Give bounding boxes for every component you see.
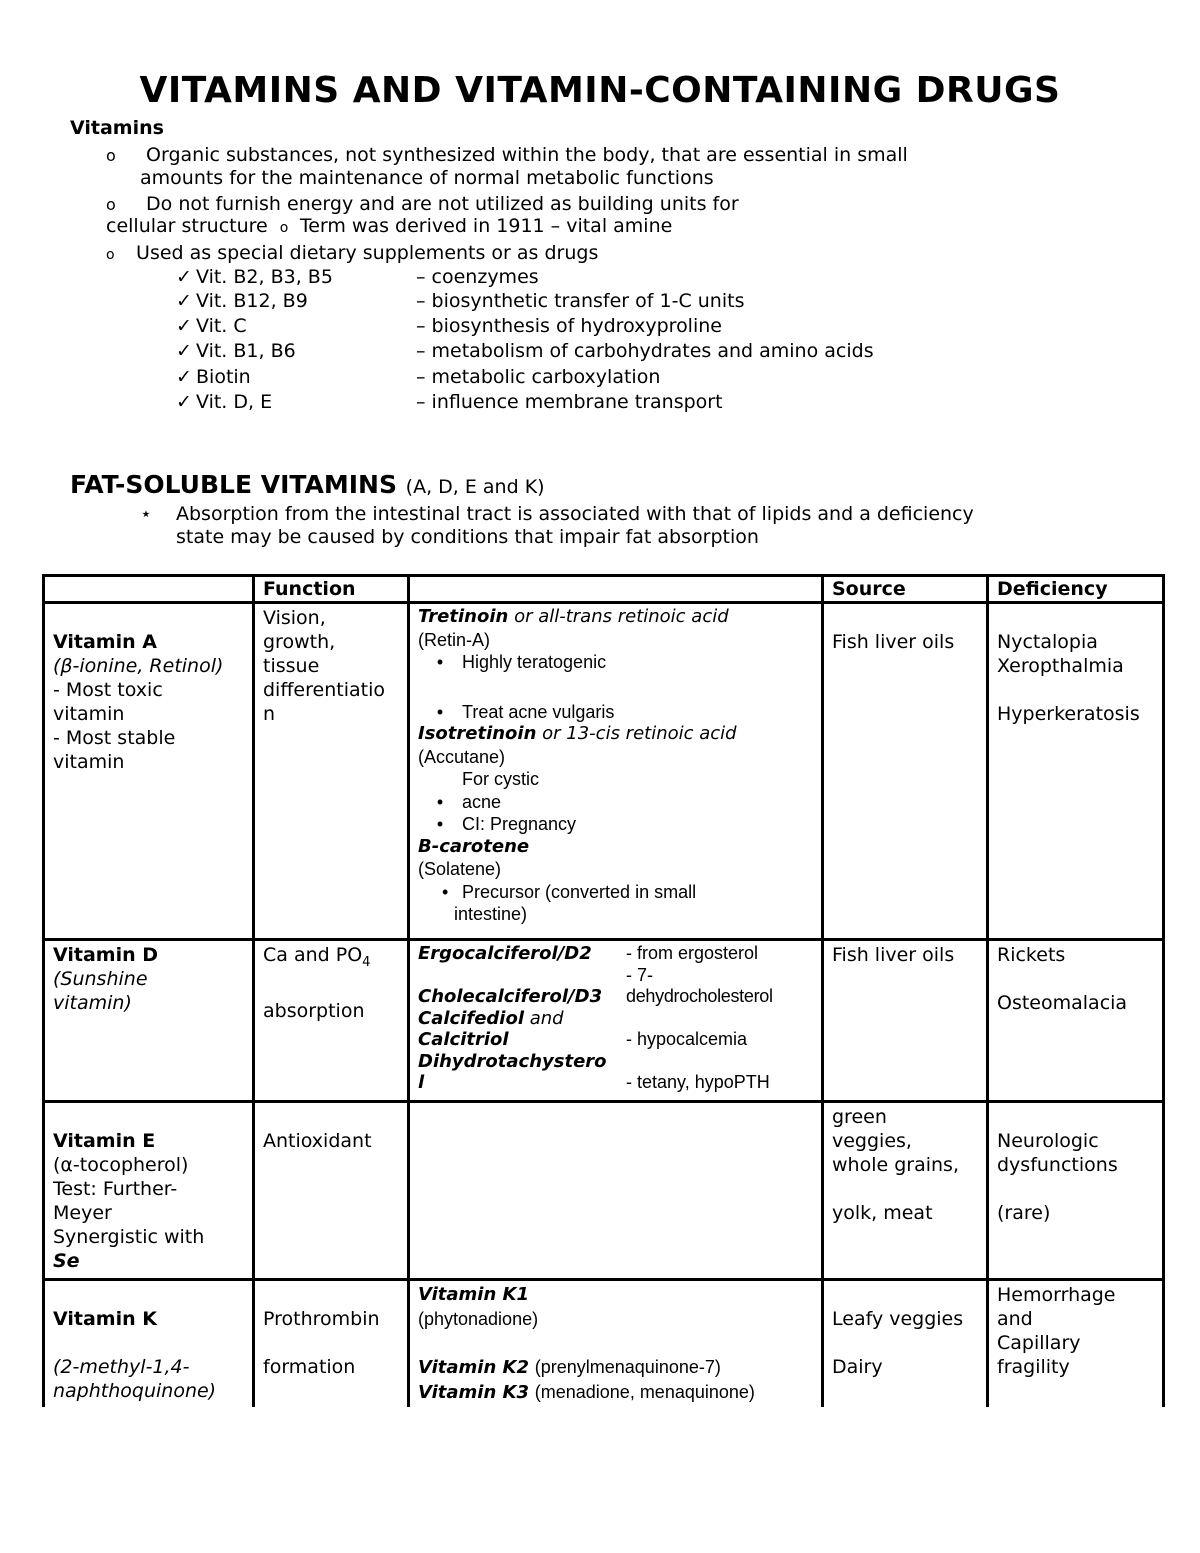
vitamin-a-deficiency-cell: Nyctalopia Xeropthalmia Hyperkeratosis (988, 603, 1164, 940)
bullet-organic-cont: amounts for the maintenance of normal metabolic functions (140, 167, 714, 189)
role-item: ✓ Vit. B12, B9 (176, 290, 308, 312)
bullet-organic: o Organic substances, not synthesized within the body, that are essential in small (106, 144, 908, 166)
table-row-vitamin-d (44, 940, 1164, 1102)
fat-soluble-note: ⋆ Absorption from the intestinal tract is associated with that of lipids and a deficiency (140, 503, 974, 525)
bullet-marker: o (106, 195, 116, 214)
role-desc: – biosynthesis of hydroxyproline (416, 315, 722, 337)
bullet-marker: o (106, 146, 116, 165)
check-icon: ✓ (176, 391, 192, 413)
vitamin-e-source-cell: green veggies, whole grains, yolk, meat (823, 1102, 988, 1280)
role-item: ✓ Biotin (176, 366, 251, 388)
vitamin-a-source-cell: Fish liver oils (823, 603, 988, 940)
header-cell (409, 576, 823, 603)
page-title: VITAMINS AND VITAMIN-CONTAINING DRUGS (139, 70, 1061, 111)
vitamin-a-name-cell: Vitamin A (β-ionine, Retinol) - Most toxic vitamin - Most stable vitamin (44, 603, 254, 940)
fat-soluble-note-cont: state may be caused by conditions that impair fat absorption (176, 526, 759, 548)
bullet-energy-cont: cellular structure o Term was derived in 1911 – vital amine (106, 215, 672, 240)
check-icon: ✓ (176, 315, 192, 337)
check-icon: ✓ (176, 290, 192, 312)
vitamin-d-source-cell: Fish liver oils (823, 940, 988, 1102)
vitamin-e-name-cell: Vitamin E (α-tocopherol) Test: Further- Meyer Synergistic with Se (44, 1102, 254, 1280)
vitamin-k-source-cell: Leafy veggies Dairy (823, 1280, 988, 1408)
vitamin-d-deficiency-cell: Rickets Osteomalacia (988, 940, 1164, 1102)
vitamin-table (42, 574, 1165, 1407)
vitamin-d-forms-cell: Ergocalciferol/D2 - from ergosterol - 7- Cholecalciferol/D3 dehydrocholesterol Calcifediol and Calcitriol - hypocalcemia Dihydrotachystero l - tetany, hypoPTH (409, 940, 823, 1102)
vitamin-a-drugs-cell: Tretinoin or all-trans retinoic acid (Retin-A) • Highly teratogenic • Treat acne vulgaris Isotretinoin or 13-cis retinoic acid (Accutane) For cystic • acne • CI: Pregnancy B-carotene (Solatene) • Precursor (converted in small intestine) (409, 603, 823, 940)
header-source: Source (823, 576, 988, 603)
bullet-marker: o (279, 220, 289, 236)
header-function: Function (254, 576, 409, 603)
vitamin-k-function-cell: Prothrombin formation (254, 1280, 409, 1408)
fat-soluble-heading: FAT-SOLUBLE VITAMINS (A, D, E and K) (70, 470, 545, 499)
role-desc: – metabolism of carbohydrates and amino acids (416, 340, 874, 362)
vitamins-heading: Vitamins (70, 117, 164, 139)
role-item: ✓ Vit. C (176, 315, 247, 337)
vitamin-d-function-cell: Ca and $PO_4$ absorption (254, 940, 409, 1102)
header-cell (44, 576, 254, 603)
role-desc: – coenzymes (416, 266, 539, 288)
bullet-marker: o (106, 247, 115, 263)
table-row-vitamin-e (44, 1102, 1164, 1280)
bullet-energy: o Do not furnish energy and are not utilized as building units for (106, 193, 739, 215)
role-desc: – influence membrane transport (416, 391, 723, 413)
vitamin-a-alias: (β-ionine, Retinol) (53, 655, 224, 677)
runner-icon: ⋆ (140, 503, 152, 525)
vitamin-k-deficiency-cell: Hemorrhage and Capillary fragility (988, 1280, 1164, 1408)
header-deficiency: Deficiency (988, 576, 1164, 603)
vitamin-a-name: Vitamin A (53, 631, 157, 653)
role-item: ✓ Vit. D, E (176, 391, 273, 413)
vitamin-d-name-cell: Vitamin D (Sunshine vitamin) (44, 940, 254, 1102)
vitamin-a-function-cell: Vision, growth, tissue differentiatio n (254, 603, 409, 940)
role-desc: – biosynthetic transfer of 1-C units (416, 290, 745, 312)
check-icon: ✓ (176, 340, 192, 362)
table-header-row (44, 576, 1164, 603)
bullet-supplements: o Used as special dietary supplements or as drugs (106, 242, 598, 267)
vitamin-k-forms-cell: Vitamin K1 (phytonadione) Vitamin K2 (prenylmenaquinone-7) Vitamin K3 (menadione, menaquinone) (409, 1280, 823, 1408)
role-item: ✓ Vit. B2, B3, B5 (176, 266, 333, 288)
vitamin-e-forms-cell (409, 1102, 823, 1280)
vitamin-e-function-cell: Antioxidant (254, 1102, 409, 1280)
check-icon: ✓ (176, 266, 192, 288)
vitamin-k-name-cell: Vitamin K (2-methyl-1,4- naphthoquinone) (44, 1280, 254, 1408)
vitamin-e-deficiency-cell: Neurologic dysfunctions (rare) (988, 1102, 1164, 1280)
table-row-vitamin-k (44, 1280, 1164, 1408)
role-desc: – metabolic carboxylation (416, 366, 661, 388)
check-icon: ✓ (176, 366, 192, 388)
role-item: ✓ Vit. B1, B6 (176, 340, 296, 362)
table-row-vitamin-a (44, 603, 1164, 940)
